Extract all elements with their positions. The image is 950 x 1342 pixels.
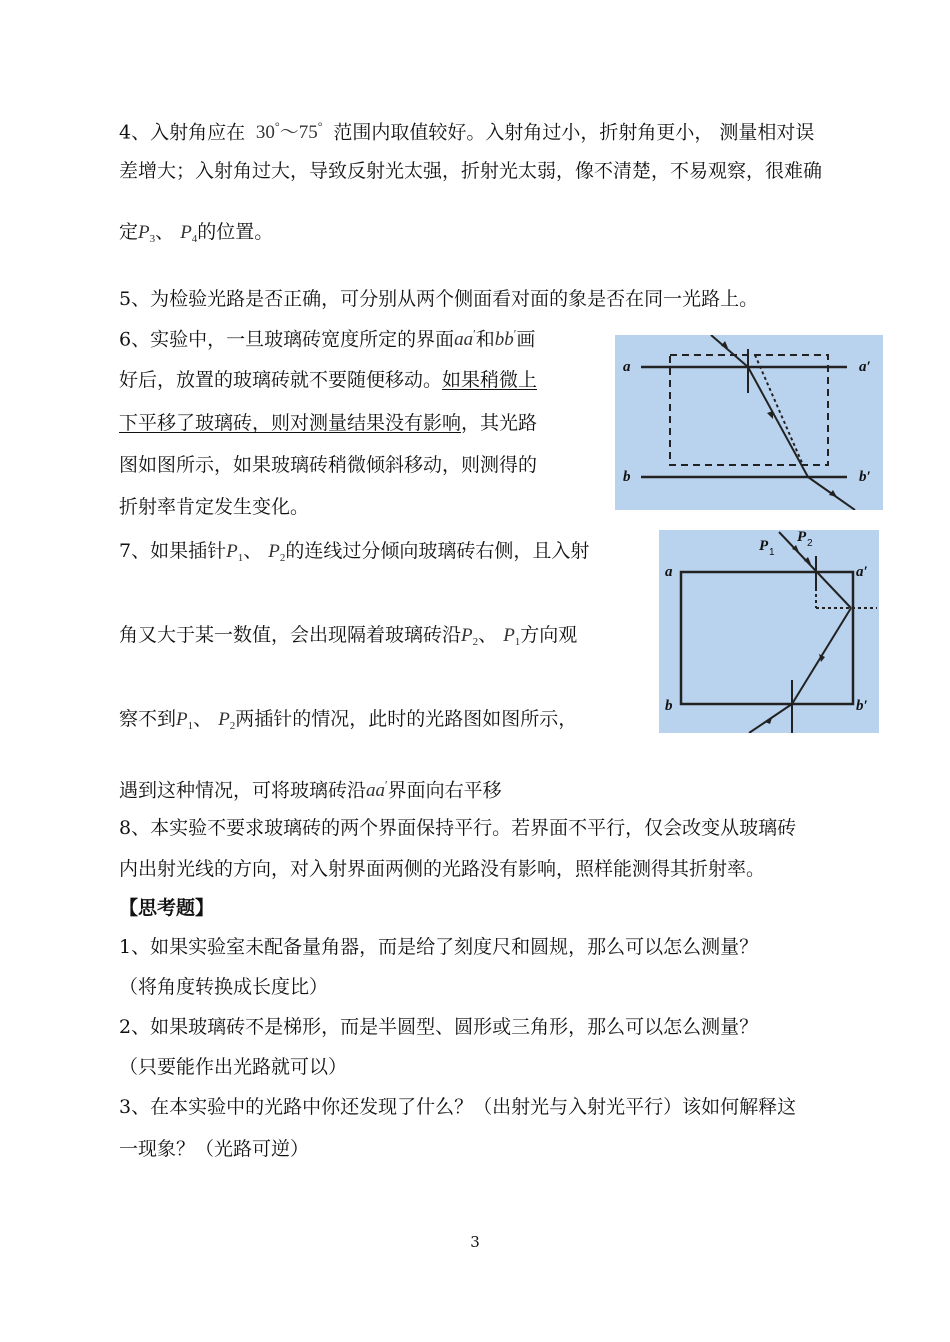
item6-line2: 好后，放置的玻璃砖就不要随便移动。如果稍微上 [119, 369, 538, 391]
fig2-label-p1-sub: 1 [769, 547, 775, 558]
fig2-label-p1: P [759, 538, 769, 554]
fig2-label-a: a [665, 564, 673, 580]
item6-line5: 折射率肯定发生变化。 [119, 496, 310, 518]
aa-prime-symbol: aa′ [454, 327, 476, 351]
angle-range: 30°～75° [255, 120, 323, 144]
p1-symbol: $P_1$ [503, 625, 521, 648]
p1-symbol: $P_1$ [226, 541, 244, 564]
item6-line1: 6、实验中，一旦玻璃砖宽度所定的界面aa′和bb′画 [119, 327, 536, 351]
bb-prime-symbol: bb′ [494, 327, 517, 351]
figure-parallel-shift [615, 335, 883, 510]
fig2-label-a-prime: a′ [856, 564, 868, 580]
p4-symbol: $P_4$ [180, 222, 198, 245]
item8-line2: 内出射光线的方向，对入射界面两侧的光路没有影响，照样能测得其折射率。 [119, 858, 766, 880]
thinking-q1: 1、如果实验室未配备量角器，而是给了刻度尺和圆规，那么可以怎么测量？ [119, 936, 759, 958]
item5-line: 5、为检验光路是否正确，可分别从两个侧面看对面的象是否在同一光路上。 [119, 288, 759, 310]
item4-line3: 定$P_3$、 $P_4$的位置。 [119, 221, 274, 245]
thinking-q3-cont: 一现象？（光路可逆） [119, 1138, 310, 1160]
figure-total-reflection [659, 530, 879, 733]
item7-line4: 遇到这种情况，可将玻璃砖沿aa′界面向右平移 [119, 778, 502, 802]
item6-line4: 图如图所示，如果玻璃砖稍微倾斜移动，则测得的 [119, 454, 538, 476]
aa-prime-symbol: aa′ [366, 778, 388, 802]
fig2-label-b-prime: b′ [856, 698, 868, 714]
thinking-a2: （只要能作出光路就可以） [119, 1056, 348, 1078]
fig2-label-p2-sub: 2 [807, 538, 813, 549]
fig1-label-a-prime: a′ [859, 359, 871, 375]
thinking-heading: 【思考题】 [119, 897, 215, 919]
fig2-label-b: b [665, 698, 673, 714]
fig1-label-b: b [623, 469, 631, 485]
item4-line2: 差增大；入射角过大，导致反射光太强，折射光太弱，像不清楚，不易观察，很难确 [119, 160, 823, 182]
p1-symbol: $P_1$ [176, 709, 194, 732]
p2-symbol: $P_2$ [268, 541, 286, 564]
item7-line3: 察不到$P_1$、 $P_2$两插针的情况，此时的光路图如图所示， [119, 708, 578, 732]
fig1-label-a: a [623, 359, 631, 375]
p3-symbol: $P_3$ [138, 222, 156, 245]
item7-line1: 7、如果插针$P_1$、 $P_2$的连线过分倾向玻璃砖右侧，且入射 [119, 540, 590, 564]
item4-line1: 4、入射角应在 30°～75° 范围内取值较好。入射角过小，折射角更小， 测量相对误 [119, 120, 815, 144]
fig2-label-p2: P [797, 530, 807, 545]
item6-line3: 下平移了玻璃砖，则对测量结果没有影响，其光路 [119, 412, 538, 434]
thinking-a1: （将角度转换成长度比） [119, 976, 329, 998]
item8-line1: 8、本实验不要求玻璃砖的两个界面保持平行。若界面不平行，仅会改变从玻璃砖 [119, 817, 797, 839]
p2-symbol: $P_2$ [218, 709, 236, 732]
thinking-q3: 3、在本实验中的光路中你还发现了什么？（出射光与入射光平行）该如何解释这 [119, 1096, 797, 1118]
page-number: 3 [470, 1233, 480, 1251]
item7-line2: 角又大于某一数值，会出现隔着玻璃砖沿$P_2$、 $P_1$方向观 [119, 624, 578, 648]
thinking-q2: 2、如果玻璃砖不是梯形，而是半圆型、圆形或三角形，那么可以怎么测量？ [119, 1016, 759, 1038]
fig1-label-b-prime: b′ [859, 469, 871, 485]
p2-symbol: $P_2$ [461, 625, 479, 648]
